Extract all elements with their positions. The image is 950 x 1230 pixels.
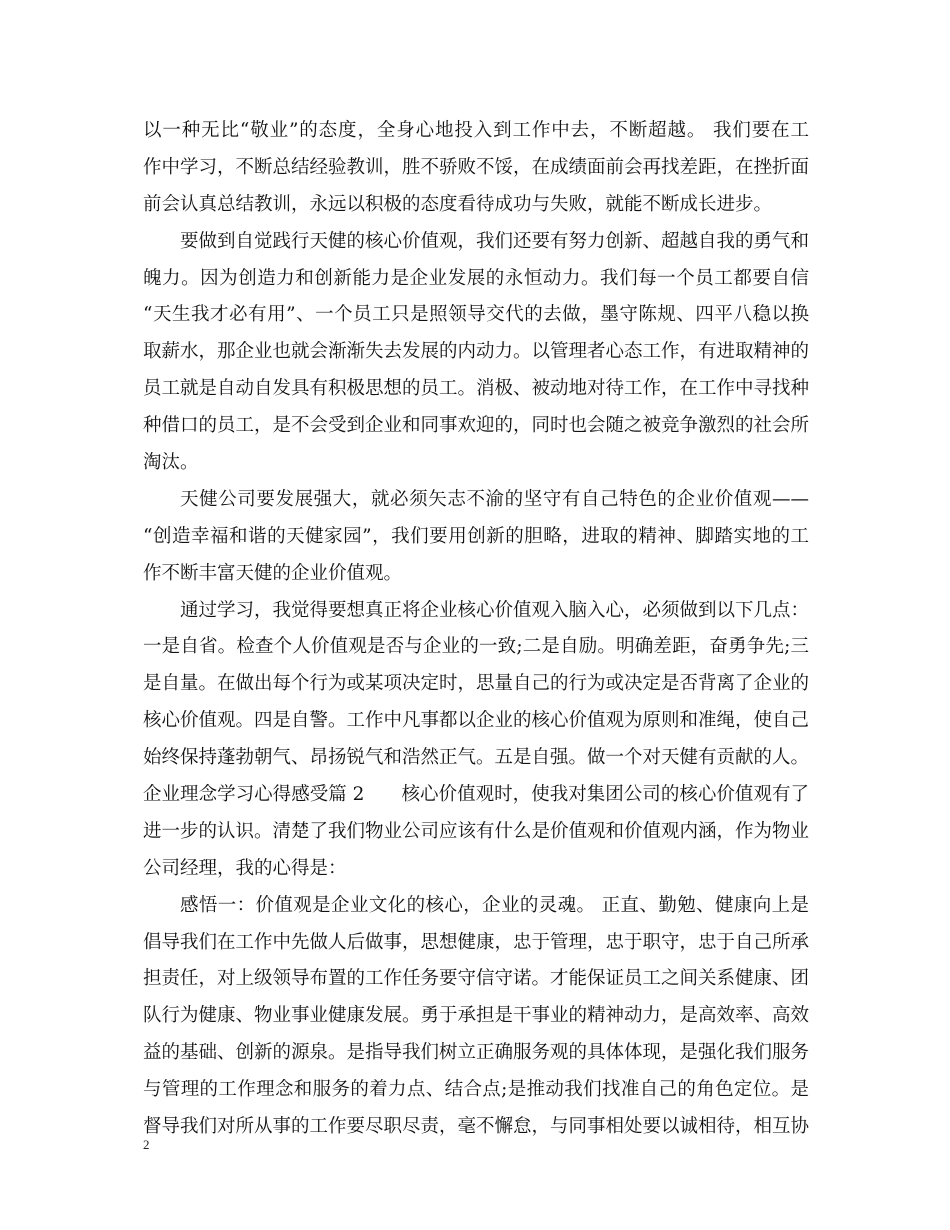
text-line: 作中学习，不断总结经验教训，胜不骄败不馁，在成绩面前会再找差距，在挫折面 <box>143 156 809 178</box>
page-number: 2 <box>143 1137 150 1152</box>
text-line: 种借口的员工，是不会受到企业和同事欢迎的，同时也会随之被竞争激烈的社会所 <box>143 415 809 437</box>
text-line: 担责任，对上级领导布置的工作任务要守信守诺。才能保证员工之间关系健康、团 <box>143 968 809 990</box>
text-line: 与管理的工作理念和服务的着力点、结合点;是推动我们找准自己的角色定位。是 <box>143 1079 809 1101</box>
text-line: 核心价值观。四是自警。工作中凡事都以企业的核心价值观为原则和准绳，使自己 <box>143 710 809 732</box>
text-line: 取薪水，那企业也就会渐渐失去发展的内动力。以管理者心态工作，有进取精神的 <box>143 341 809 363</box>
text-line: 感悟一：价值观是企业文化的核心，企业的灵魂。 正直、勤勉、健康向上是 <box>180 894 809 916</box>
text-line: “天生我才必有用”、一个员工只是照领导交代的去做，墨守陈规、四平八稳以换 <box>143 304 809 326</box>
text-line: 益的基础、创新的源泉。是指导我们树立正确服务观的具体体现，是强化我们服务 <box>143 1042 809 1064</box>
text-line: 天健公司要发展强大，就必须矢志不渝的坚守有自己特色的企业价值观—— <box>180 488 809 510</box>
text-line: 员工就是自动自发具有积极思想的员工。消极、被动地对待工作，在工作中寻找种 <box>143 378 809 400</box>
text-line: 淘汰。 <box>143 452 199 474</box>
text-line: 魄力。因为创造力和创新能力是企业发展的永恒动力。我们每一个员工都要自信 <box>143 267 809 289</box>
text-line: 要做到自觉践行天健的核心价值观，我们还要有努力创新、超越自我的勇气和 <box>180 230 809 252</box>
text-line: 公司经理，我的心得是： <box>143 857 347 879</box>
text-line: 是自量。在做出每个行为或某项决定时，思量自己的行为或决定是否背离了企业的 <box>143 673 809 695</box>
text-line: 作不断丰富天健的企业价值观。 <box>143 562 403 584</box>
text-line: 队行为健康、物业事业健康发展。勇于承担是干事业的精神动力，是高效率、高效 <box>143 1005 809 1027</box>
text-line: “创造幸福和谐的天健家园”，我们要用创新的胆略，进取的精神、脚踏实地的工 <box>143 525 809 547</box>
text-line: 进一步的认识。清楚了我们物业公司应该有什么是价值观和价值观内涵，作为物业 <box>143 820 809 842</box>
text-line: 督导我们对所从事的工作要尽职尽责，毫不懈怠，与同事相处要以诚相待，相互协 <box>143 1116 809 1138</box>
text-line: 以一种无比“敬业”的态度，全身心地投入到工作中去，不断超越。 我们要在工 <box>143 120 809 141</box>
text-line: 始终保持蓬勃朝气、昂扬锐气和浩然正气。五是自强。做一个对天健有贡献的人。 <box>143 747 809 769</box>
body-text <box>143 113 809 1146</box>
text-line: 一是自省。检查个人价值观是否与企业的一致;二是自励。明确差距，奋勇争先;三 <box>143 636 809 658</box>
text-line: 企业理念学习心得感受篇 2 核心价值观时，使我对集团公司的核心价值观有了 <box>143 784 809 806</box>
text-line: 通过学习，我觉得要想真正将企业核心价值观入脑入心，必须做到以下几点： <box>180 599 809 621</box>
text-line: 前会认真总结教训，永远以积极的态度看待成功与失败，就能不断成长进步。 <box>143 193 773 215</box>
text-line: 倡导我们在工作中先做人后做事，思想健康，忠于管理，忠于职守，忠于自己所承 <box>143 931 809 953</box>
